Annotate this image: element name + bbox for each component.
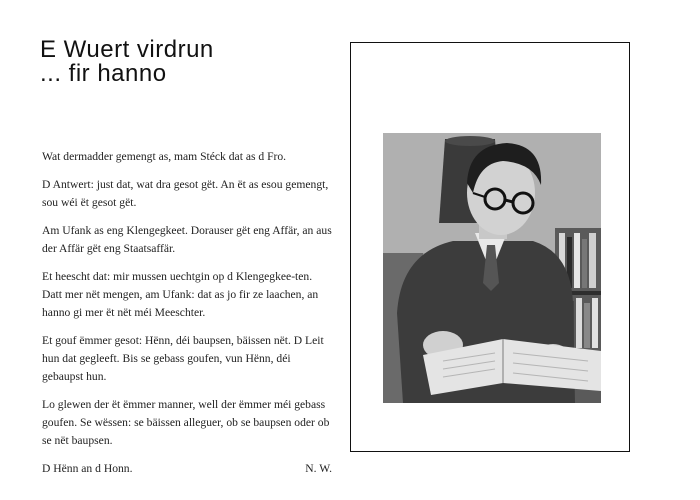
- portrait-illustration: [383, 133, 601, 403]
- paragraph-5: Et gouf ëmmer gesot: Hënn, déi baupsen, bäissen nët. D Leit hun dat gegleeft. Bis se gebass goufen, vun Hënn, déi gebaupst hun.: [42, 334, 324, 383]
- article-body: [42, 148, 332, 478]
- author-photo: [383, 133, 601, 403]
- paragraph-4: Et heescht dat: mir mussen uechtgin op d Klengegkee-ten. Datt mer nët mengen, am Ufank: dat as jo fir ze laachen, an hanno gi mer ët nët méi Meeschter.: [42, 270, 319, 319]
- title-line-1: E Wuert virdrun: [40, 36, 214, 63]
- paragraph-6: Lo glewen der ët ëmmer manner, well der ëmmer méi gebass goufen. Se wëssen: se bäissen alleguer, ob se baupsen oder ob se nët baupsen.: [42, 398, 330, 447]
- paragraph-2: D Antwert: just dat, wat dra gesot gët. An ët as esou gemengt, sou wéi ët gesot gët.: [42, 178, 329, 209]
- photo-frame: [350, 42, 630, 452]
- closing-line: [42, 460, 332, 478]
- article-title: [40, 38, 214, 86]
- paragraph-1: Wat dermadder gemengt as, mam Stéck dat as d Fro.: [42, 150, 287, 163]
- paragraph-3: Am Ufank as eng Klengegkeet. Dorauser gët eng Affär, an aus der Affär gët eng Staatsaffär.: [42, 224, 332, 255]
- title-line-2: ... fir hanno: [40, 60, 167, 87]
- author-initials: N. W.: [305, 462, 332, 475]
- closing-text: D Hënn an d Honn.: [42, 462, 133, 475]
